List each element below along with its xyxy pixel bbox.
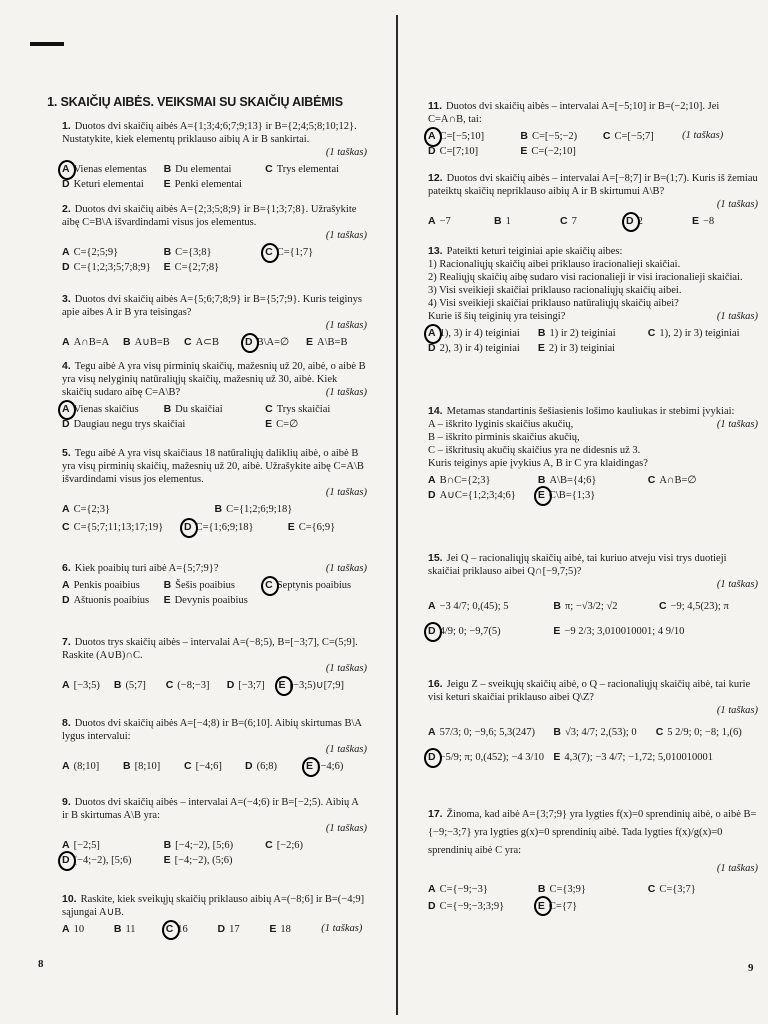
answer-a[interactable]: A (8;10] (62, 760, 100, 772)
answer-a[interactable]: A −7 (428, 215, 451, 227)
answer-e[interactable]: E 4,3(7); −3 4/7; −1,72; 5,010010001 (553, 751, 714, 763)
answer-e[interactable]: E C={6;9} (287, 521, 336, 533)
answer-e[interactable]: E Penki elementai (163, 178, 242, 190)
question-2: 2. Duotos dvi skaičių aibės A={2;3;5;8;9} ir B={1;3;7;8}. Užrašykite aibę C=B\A išvardindami visus jos elementus. (1 taškas) A C={2;5;9} B C={3;8} C C={1;7} D C={1;2;3;5;7;8;9} E C={2;7;8} (62, 203, 367, 273)
answer-d[interactable]: D Aštuonis poaibius (62, 594, 150, 606)
answer-d[interactable]: D C={−9;−3;3;9} (428, 900, 505, 912)
answer-e[interactable]: E C\B={1;3} (537, 489, 596, 501)
answer-e[interactable]: E 18 (269, 923, 291, 935)
question-14: 14. Metamas standartinis šešiasienis lošimo kauliukas ir stebimi įvykiai: (1 taškas) A – iškrito lyginis skaičius akučių, B – iškrito pirminis skaičius akučių, C – iškritusių akučių skaičius yra ne didesnis už 3. Kuris teiginys apie įvykius A, B ir C yra klaidingas? A B∩C={2;3} B A\B={4;6} C A∩B=∅ D A∪C={1;2;3;4;6} E C\B={1;3} (428, 405, 758, 501)
answer-c[interactable]: C 16 (165, 923, 188, 935)
answer-b[interactable]: B 1 (494, 215, 511, 227)
answer-e[interactable]: E −8 (692, 215, 715, 227)
answer-a[interactable]: A Penkis poaibius (62, 579, 140, 591)
answer-b[interactable]: B [−4;−2), [5;6) (163, 839, 234, 851)
answer-c[interactable]: C C={3;7} (647, 883, 696, 895)
answer-e[interactable]: E −9 2/3; 3,010010001; 4 9/10 (553, 625, 685, 637)
answer-c[interactable]: C C=[−5;7] (602, 130, 654, 142)
answer-d[interactable]: D C={1;6;9;18} (184, 521, 254, 533)
answer-e[interactable]: E C=(−2;10] (520, 145, 576, 157)
answer-d[interactable]: D 4/9; 0; −9,7(5) (428, 625, 501, 637)
answer-a[interactable]: A C=[−5;10] (428, 130, 485, 142)
answer-b[interactable]: B Du elementai (163, 163, 232, 175)
answer-d[interactable]: D 2 (626, 215, 643, 227)
question-15: 15. Jei Q – racionaliųjų skaičių aibė, tai kuriuo atveju visi trys duotieji skaičiai priklauso aibei Q∩[−9,7;5)? (1 taškas) A −3 4/7; 0,(45); 5 B π; −√3/2; √2 C −9; 4,5(23); π D 4/9; 0; −9,7(5) E −9 2/3; 3,010010001; 4 9/10 (428, 552, 758, 637)
answer-a[interactable]: A Vienas skaičius (62, 403, 139, 415)
answer-e[interactable]: E Devynis poaibius (163, 594, 248, 606)
answer-b[interactable]: B 1) ir 2) teiginiai (537, 327, 616, 339)
question-7: 7. Duotos trys skaičių aibės – intervalai A=(−8;5), B=[−3;7], C=(5;9]. Raskite (A∪B)∩C. (1 taškas) A [−3;5) B (5;7] C (−8;−3] D [−3;7] E [−3;5)∪[7;9] (62, 636, 367, 691)
answer-d[interactable]: D [−3;7] (226, 679, 265, 691)
answer-e[interactable]: E A\B=B (306, 336, 348, 348)
answer-b[interactable]: B (5;7] (113, 679, 146, 691)
question-6: 6. Kiek poaibių turi aibė A={5;7;9}? (1 taškas) A Penkis poaibius B Šešis poaibius C Septynis poaibius D Aštuonis poaibius E Devynis poaibius (62, 562, 367, 606)
answer-d[interactable]: D 2), 3) ir 4) teiginiai (428, 342, 520, 354)
answer-d[interactable]: D (−4;−2), [5;6) (62, 854, 132, 866)
question-13: 13. Pateikti keturi teiginiai apie skaičių aibes: 1) Racionaliųjų skaičių aibei priklauso iracionalieji skaičiai. 2) Realiųjų skaičių aibę sudaro visi racionalieji ir visi iracionalieji skaičiai. 3) Visi sveikieji skaičiai priklauso racionaliųjų skaičių aibei. 4) Visi sveikieji skaičiai priklauso natūraliųjų skaičių aibei? Kurie iš šių teiginių yra teisingi? (1 taškas) A 1), 3) ir 4) teiginiai B 1) ir 2) teiginiai C 1), 2) ir 3) teiginiai D 2), 3) ir 4) teiginiai E 2) ir 3) teiginiai (428, 245, 758, 354)
answer-b[interactable]: B π; −√3/2; √2 (553, 600, 618, 612)
corner-mark (30, 42, 64, 46)
answer-d[interactable]: D (6;8) (245, 760, 278, 772)
answer-b[interactable]: B C={3;9} (537, 883, 586, 895)
answer-a[interactable]: A 57/3; 0; −9,6; 5,3(247) (428, 726, 536, 738)
answer-e[interactable]: E C={2;7;8} (163, 261, 220, 273)
question-11: 11. Duotos dvi skaičių aibės – intervalai A=[−5;10] ir B=(−2;10]. Jei C=A∩B, tai: A C=[−5;10] B C=[−5;−2) C C=[−5;7] (1 taškas) D C=[7;10] E C=(−2;10] (428, 100, 724, 157)
answer-c[interactable]: C C={1;7} (265, 246, 314, 258)
answer-e[interactable]: E 2) ir 3) teiginiai (537, 342, 616, 354)
answer-c[interactable]: C (−8;−3] (165, 679, 210, 691)
answer-c[interactable]: C A∩B=∅ (647, 474, 697, 486)
answer-e[interactable]: E [−4;6) (306, 760, 344, 772)
answer-b[interactable]: B A\B={4;6} (537, 474, 597, 486)
answer-a[interactable]: A 10 (62, 923, 85, 935)
answer-a[interactable]: A Vienas elementas (62, 163, 147, 175)
question-4: 4. Tegu aibė A yra visų pirminių skaičių, mažesnių už 20, aibė, o aibė B yra visų nelyginių natūraliųjų skaičių, mažesnių už 30, aibė. Kiek skaičių sudaro aibę C=A\B? (1 taškas) A Vienas skaičius B Du skaičiai C Trys skaičiai D Daugiau negu trys skaičiai E C=∅ (62, 360, 367, 430)
answer-b[interactable]: B Du skaičiai (163, 403, 223, 415)
answer-b[interactable]: B A∪B=B (123, 336, 170, 348)
answer-d[interactable]: D C={1;2;3;5;7;8;9} (62, 261, 151, 273)
page-gutter (396, 15, 398, 1015)
answer-a[interactable]: A 1), 3) ir 4) teiginiai (428, 327, 520, 339)
answer-c[interactable]: C 1), 2) ir 3) teiginiai (647, 327, 740, 339)
answer-d[interactable]: D Keturi elementai (62, 178, 144, 190)
answer-c[interactable]: C Trys skaičiai (265, 403, 331, 415)
question-10: 10. Raskite, kiek sveikųjų skaičių priklauso aibių A=(−8;6] ir B=(−4;9] sąjungai A∪B. A 10 B 11 C 16 D 17 E 18 (1 taškas) (62, 893, 365, 935)
answer-b[interactable]: B C=[−5;−2) (520, 130, 578, 142)
answer-a[interactable]: A C={2;5;9} (62, 246, 119, 258)
answer-d[interactable]: D −5/9; π; 0,(452); −4 3/10 (428, 751, 544, 763)
answer-c[interactable]: C A⊂B (184, 336, 219, 348)
answer-b[interactable]: B C={1;2;6;9;18} (214, 503, 293, 515)
question-17: 17. Žinoma, kad aibė A={3;7;9} yra lygties f(x)=0 sprendinių aibė, o aibė B={−9;−3;7} yra lygties g(x)=0 sprendinių aibė. Tada lygties f(x)/g(x)=0 sprendinių aibė C yra: (1 taškas) A C={−9;−3} B C={3;9} C C={3;7} D C={−9;−3;3;9} E C={7} (428, 808, 758, 912)
answer-b[interactable]: B √3; 4/7; 2,(53); 0 (553, 726, 637, 738)
answer-a[interactable]: A −3 4/7; 0,(45); 5 (428, 600, 509, 612)
page-number-right: 9 (748, 962, 754, 974)
answer-b[interactable]: B Šešis poaibius (163, 579, 235, 591)
answer-d[interactable]: D Daugiau negu trys skaičiai (62, 418, 186, 430)
answer-c[interactable]: C 7 (560, 215, 577, 227)
question-12: 12. Duotos dvi skaičių aibės – intervalai A=[−8;7] ir B=(1;7). Kuris iš žemiau pateiktų skaičių nepriklauso aibių A ir B skirtumui A\B? (1 taškas) A −7 B 1 C 7 D 2 E −8 (428, 172, 758, 227)
answer-a[interactable]: A C={2;3} (62, 503, 111, 515)
answer-e[interactable]: E C={7} (537, 900, 578, 912)
answer-c[interactable]: C C={5;7;11;13;17;19} (62, 521, 164, 533)
answer-b[interactable]: B [8;10] (123, 760, 161, 772)
question-3: 3. Duotos dvi skaičių aibės A={5;6;7;8;9} ir B={5;7;9}. Kuris teiginys apie aibes A ir B yra teisingas? (1 taškas) A A∩B=A B A∪B=B C A⊂B D B\A=∅ E A\B=B (62, 293, 367, 348)
answer-d[interactable]: D C=[7;10] (428, 145, 479, 157)
answer-a[interactable]: A A∩B=A (62, 336, 110, 348)
question-8: 8. Duotos dvi skaičių aibės A=[−4;8) ir B=(6;10]. Aibių skirtumas B\A lygus intervalui: (1 taškas) A (8;10] B [8;10] C [−4;6] D (6;8) E [−4;6) (62, 717, 367, 772)
question-1: 1. Duotos dvi skaičių aibės A={1;3;4;6;7;9;13} ir B={2;4;5;8;10;12}. Nustatykite, kiek elementų priklauso aibių A ir B sankirtai. (1 taškas) A Vienas elementas B Du elementai C Trys elementai D Keturi elementai E Penki elementai (62, 120, 367, 190)
answer-c[interactable]: C 5 2/9; 0; −8; 1,(6) (655, 726, 742, 738)
answer-b[interactable]: B C={3;8} (163, 246, 212, 258)
answer-d[interactable]: D A∪C={1;2;3;4;6} (428, 489, 516, 501)
answer-e[interactable]: E C=∅ (265, 418, 299, 430)
chapter-title: 1. SKAIČIŲ AIBĖS. VEIKSMAI SU SKAIČIŲ AIBĖMIS (47, 95, 343, 109)
answer-e[interactable]: E [−3;5)∪[7;9] (278, 679, 344, 691)
answer-a[interactable]: A C={−9;−3} (428, 883, 488, 895)
answer-e[interactable]: E [−4;−2), (5;6) (163, 854, 233, 866)
answer-c[interactable]: C Trys elementai (265, 163, 340, 175)
answer-c[interactable]: C −9; 4,5(23); π (658, 600, 729, 612)
question-9: 9. Duotos dvi skaičių aibės – intervalai A=(−4;6) ir B=[−2;5). Aibių A ir B skirtumas A\B yra: (1 taškas) A [−2;5] B [−4;−2), [5;6) C [−2;6) D (−4;−2), [5;6) E [−4;−2), (5;6) (62, 796, 367, 866)
question-16: 16. Jeigu Z – sveikųjų skaičių aibė, o Q – racionaliųjų skaičių aibė, tai kurie visi keturi skaičiai priklauso aibei Q\Z? (1 taškas) A 57/3; 0; −9,6; 5,3(247) B √3; 4/7; 2,(53); 0 C 5 2/9; 0; −8; 1,(6) D −5/9; π; 0,(452); −4 3/10 E 4,3(7); −3 4/7; −1,72; 5,010010001 (428, 678, 758, 763)
answer-c[interactable]: C [−4;6] (184, 760, 222, 772)
answer-a[interactable]: A B∩C={2;3} (428, 474, 491, 486)
answer-a[interactable]: A [−2;5] (62, 839, 100, 851)
answer-c[interactable]: C [−2;6) (265, 839, 304, 851)
answer-c[interactable]: C Septynis poaibius (265, 579, 352, 591)
answer-d[interactable]: D 17 (217, 923, 240, 935)
answer-d[interactable]: D B\A=∅ (245, 336, 290, 348)
page-number-left: 8 (38, 958, 44, 970)
answer-b[interactable]: B 11 (113, 923, 136, 935)
question-5: 5. Tegu aibė A yra visų skaičiaus 18 natūraliųjų daliklių aibė, o aibė B yra visų pirminių skaičių, mažesnių už 20, aibė. Užrašykite aibę C=A\B išvardindami visus jos elementus. (1 taškas) A C={2;3} B C={1;2;6;9;18} C C={5;7;11;13;17;19} D C={1;6;9;18} E C={6;9} (62, 447, 367, 533)
answer-a[interactable]: A [−3;5) (62, 679, 100, 691)
